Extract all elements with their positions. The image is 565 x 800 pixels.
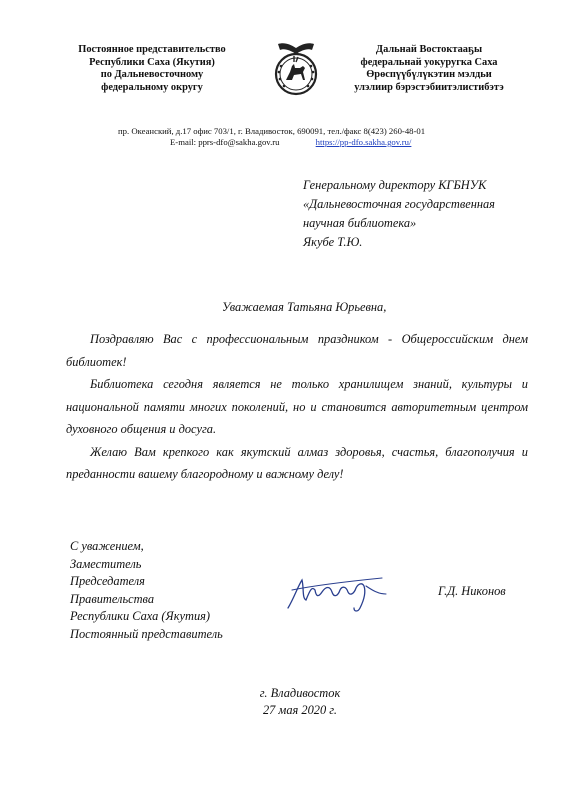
date: 27 мая 2020 г. <box>262 703 338 717</box>
org-sah-line-4: улэлиир бэрэстэбиитэлистибэтэ <box>354 81 504 93</box>
org-ru-line-3: по Дальневосточному <box>100 69 204 81</box>
body-paragraph-2: Библиотека сегодня является не только хранилищем знаний, культуры и национальной памяти многих поколений, но и становится авторитетным центром духовного общения и досуга. <box>66 377 528 436</box>
sakha-coat-of-arms-icon <box>270 40 322 100</box>
place: г. Владивосток <box>259 686 341 700</box>
addressee-line-4: Якубе Т.Ю. <box>303 235 363 249</box>
closing-line-4: Правительства <box>70 591 155 606</box>
addressee-line-3: научная библиотека» <box>303 216 417 230</box>
closing-line-2: Заместитель <box>70 556 142 571</box>
addressee-line-2: «Дальневосточная государственная <box>303 197 495 211</box>
signature-title-block <box>70 538 223 644</box>
org-sah-line-2: федеральнай уокуругка Саха <box>360 56 498 68</box>
org-ru-line-2: Республики Саха (Якутия) <box>89 56 215 68</box>
contact-info <box>118 126 518 148</box>
addressee-block <box>303 176 495 252</box>
org-sah-line-3: Өрөспүүбүлүкэтин мэлдьи <box>366 69 492 81</box>
body-paragraph-3: Желаю Вам крепкого как якутский алмаз здоровья, счастья, благополучия и преданности вашему благородному и важному делу! <box>66 444 528 481</box>
signer-name: Г.Д. Никонов <box>438 584 506 598</box>
closing-line-1: С уважением, <box>70 539 144 553</box>
closing-line-5: Республики Саха (Якутия) <box>70 609 211 624</box>
closing-line-6: Постоянный представитель <box>70 626 223 641</box>
addressee-line-1: Генеральному директору КГБНУК <box>303 178 487 192</box>
email-address: E-mail: pprs-dfo@sakha.gov.ru <box>170 137 280 147</box>
place-and-date <box>200 685 400 719</box>
org-sah-line-1: Дальнай Востоктааҕы <box>375 44 483 55</box>
organization-name-yakut <box>334 44 524 94</box>
organization-name-russian <box>64 44 240 94</box>
website-link[interactable]: https://pp-dfo.sakha.gov.ru/ <box>315 137 412 147</box>
postal-address: пр. Океанский, д.17 офис 703/1, г. Владивосток, 690091, тел./факс 8(423) 260-48-01 <box>118 126 426 136</box>
org-ru-line-1: Постоянное представительство <box>78 44 226 55</box>
closing-line-3: Председателя <box>70 574 145 589</box>
handwritten-signature <box>282 568 392 618</box>
letter-body <box>66 328 528 486</box>
org-ru-line-4: федеральному округу <box>101 81 203 93</box>
greeting: Уважаемая Татьяна Юрьевна, <box>222 300 387 314</box>
body-paragraph-1: Поздравляю Вас с профессиональным праздником - Общероссийским днем библиотек! <box>66 332 528 369</box>
